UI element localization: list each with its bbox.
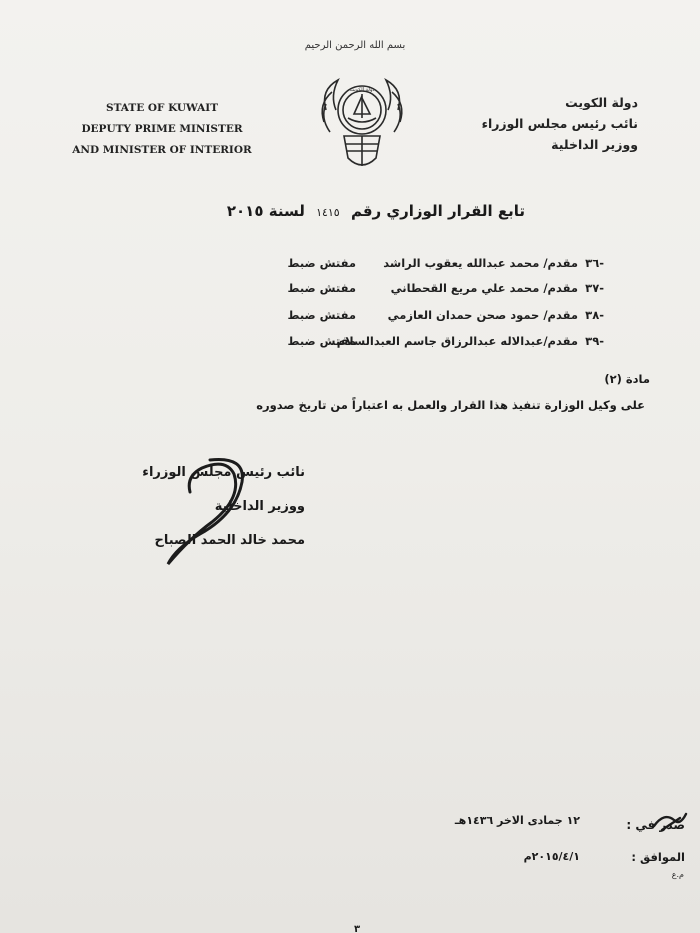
decision-title (200, 202, 525, 220)
arabic-letterhead (482, 92, 638, 155)
list-item (224, 334, 604, 354)
list-item (224, 281, 604, 301)
kuwait-emblem-icon (316, 70, 408, 178)
list-item-name: مقدم/عبدالاله عبدالرزاق جاسم العبدالسلام (336, 334, 578, 348)
list-item (224, 256, 604, 276)
hijri-date: ١٢ جمادى الاخر ١٤٣٦هـ (454, 814, 580, 827)
article-title: مادة (٢) (604, 372, 650, 386)
english-header-line-1: STATE OF KUWAIT (105, 102, 219, 114)
issued-label: صدر في : (626, 818, 685, 832)
handwritten-signature-icon (150, 452, 260, 572)
list-item-rank: مفتش ضبط (287, 308, 356, 322)
list-item-name: مقدم/ محمد عبدالله يعقوب الراشد (383, 256, 578, 270)
article-body: على وكيل الوزارة تنفيذ هذا القرار والعمل به اعتباراً من تاريخ صدوره (256, 398, 645, 412)
arabic-header-line-1: دولة الكويت (565, 95, 638, 110)
arabic-header-line-2: نائب رئيس مجلس الوزراء (481, 116, 638, 131)
decision-year: لسنة ٢٠١٥ (226, 202, 305, 220)
list-item-number: -٣٦ (585, 256, 604, 270)
list-item-number: -٣٨ (585, 308, 604, 322)
page-number: ٣ (354, 924, 361, 933)
list-item-rank: مفتش ضبط (287, 334, 356, 348)
list-item (224, 308, 604, 328)
list-item-name: مقدم/ حمود صحن حمدان العازمي (387, 308, 578, 322)
clerk-initials: م.ع (671, 870, 684, 879)
corresponding-label: الموافق : (631, 850, 685, 864)
list-item-number: -٣٧ (585, 281, 604, 295)
signature-line-3: محمد خالد الحمد الصباح (154, 533, 305, 548)
arabic-header-line-3: ووزير الداخلية (551, 137, 638, 152)
list-item-number: -٣٩ (585, 334, 604, 348)
list-item-rank: مفتش ضبط (287, 256, 356, 270)
list-item-name: مقدم/ محمد علي مريع القحطاني (390, 281, 578, 295)
signature-line-2: ووزير الداخلية (214, 499, 305, 514)
emblem-text: دولة الكويت (349, 87, 375, 93)
english-header-line-2: DEPUTY PRIME MINISTER (81, 123, 243, 135)
english-letterhead (62, 98, 262, 161)
english-header-line-3: AND MINISTER OF INTERIOR (72, 144, 252, 156)
list-item-rank: مفتش ضبط (287, 281, 356, 295)
decision-number: ١٤١٥ (316, 206, 340, 219)
basmala: بسم الله الرحمن الرحيم (304, 40, 406, 51)
signature-line-1: نائب رئيس مجلس الوزراء (142, 465, 305, 480)
gregorian-date: ٢٠١٥/٤/١م (523, 850, 580, 863)
decision-title-prefix: تابع القرار الوزاري رقم (350, 202, 525, 220)
